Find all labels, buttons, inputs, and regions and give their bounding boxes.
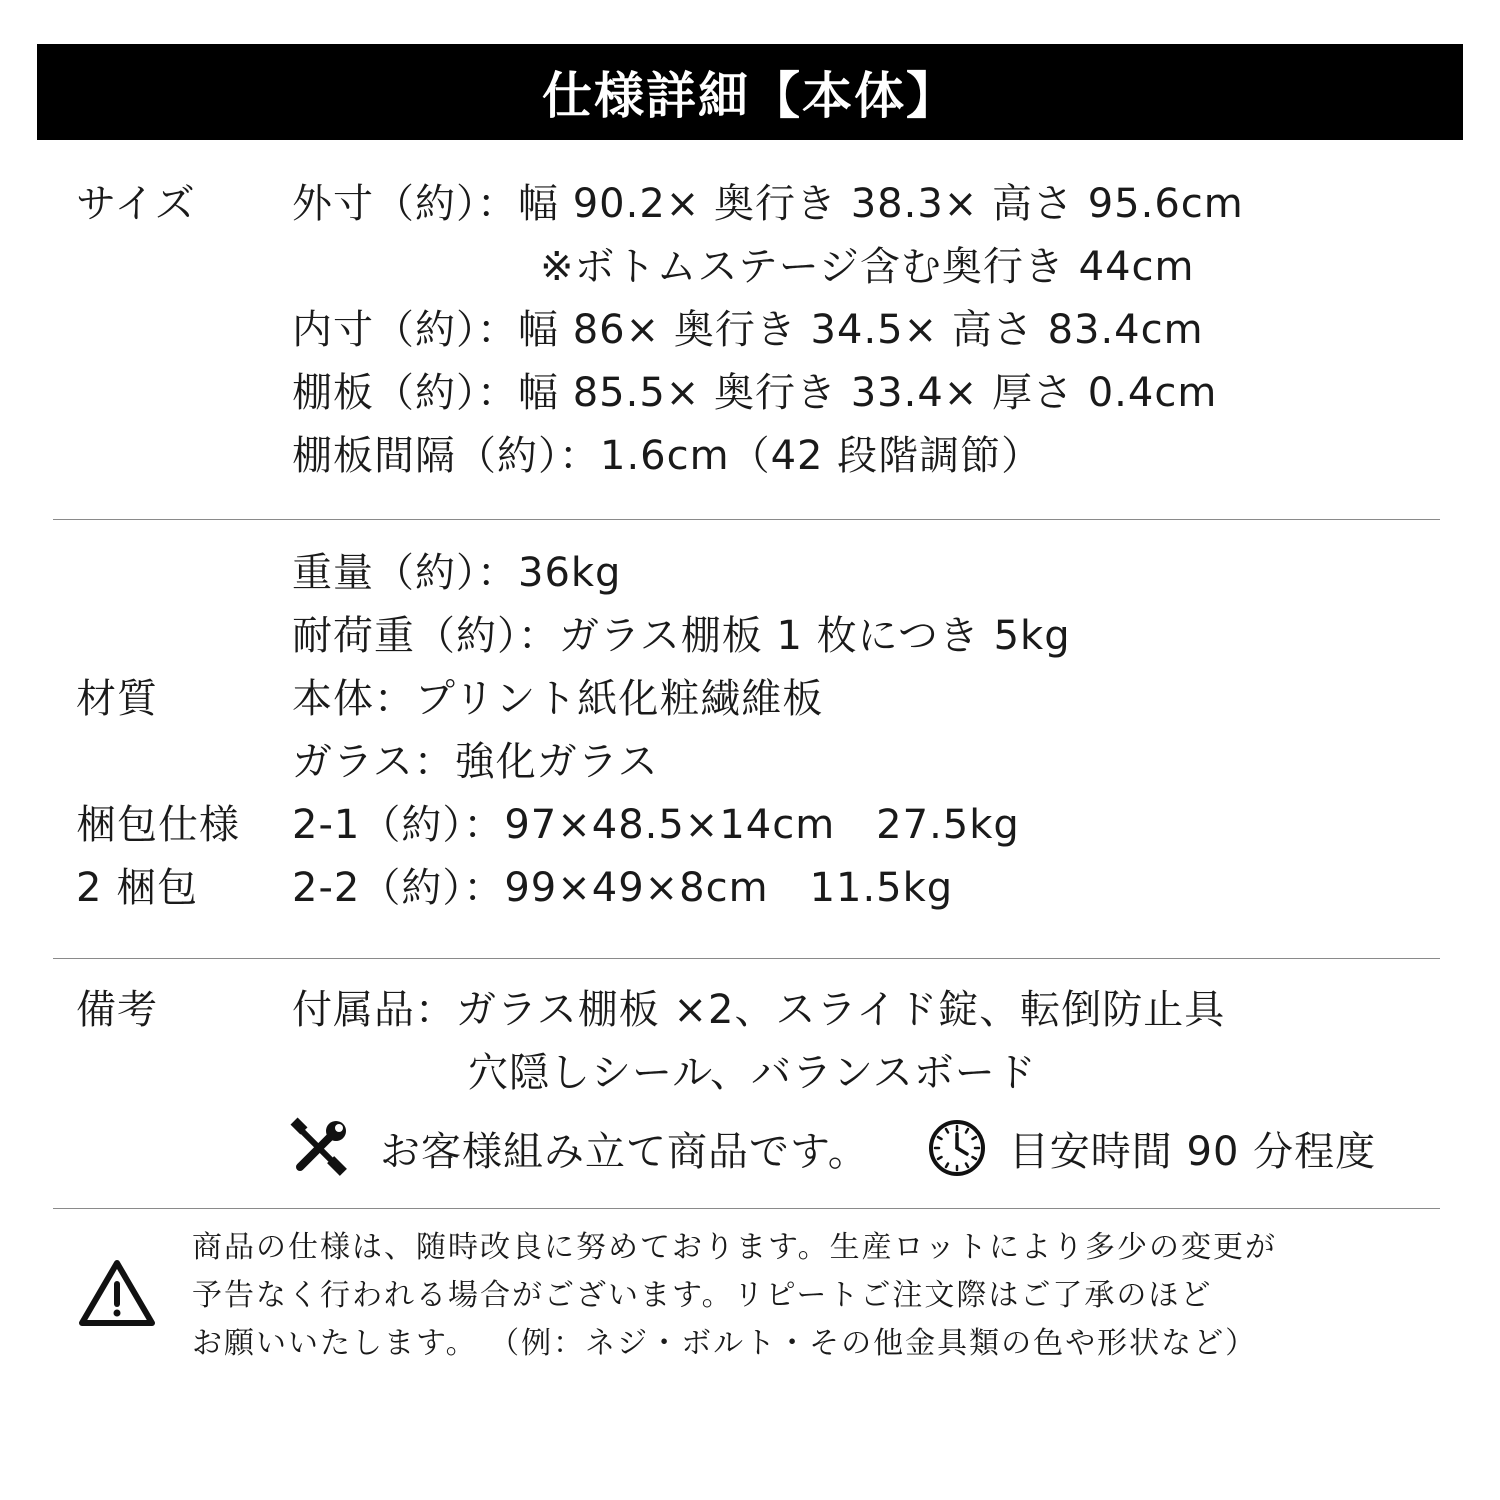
notice-line-1: 商品の仕様は、随時改良に努めております。生産ロットにより多少の変更が (192, 1230, 1277, 1265)
accessories-continued: 穴隠しシール、バランスボード (468, 1050, 1037, 1096)
inner-dimensions: 内寸（約）：幅 86× 奥行き 34.5× 高さ 83.4cm (292, 307, 1204, 353)
outer-dimensions: 外寸（約）：幅 90.2× 奥行き 38.3× 高さ 95.6cm (292, 181, 1244, 227)
warning-icon (78, 1258, 156, 1332)
shelf-dimensions: 棚板（約）：幅 85.5× 奥行き 33.4× 厚さ 0.4cm (292, 370, 1218, 416)
divider (53, 1208, 1440, 1209)
weight: 重量（約）：36kg (292, 550, 622, 596)
page-title-text: 仕様詳細【本体】 (542, 67, 958, 125)
outer-dimensions-note: ※ボトムステージ含む奥行き 44cm (540, 244, 1195, 290)
material-label: 材質 (76, 676, 158, 722)
clock-icon (927, 1118, 987, 1178)
packaging-label: 梱包仕様 (76, 802, 240, 848)
shelf-pitch: 棚板間隔（約）：1.6cm（42 段階調節） (292, 433, 1043, 479)
notice-line-2: 予告なく行われる場合がございます。リピートご注文際はご了承のほど (192, 1278, 1213, 1313)
material-glass: ガラス：強化ガラス (292, 739, 659, 785)
divider (53, 519, 1440, 520)
material-body: 本体：プリント紙化粧繊維板 (292, 676, 824, 722)
assembly-text: お客様組み立て商品です。 (380, 1128, 869, 1175)
notice-line-3: お願いいたします。 （例：ネジ・ボルト・その他金具類の色や形状など） (192, 1326, 1258, 1361)
assembly-time: 目安時間 90 分程度 (1008, 1128, 1377, 1175)
tools-icon (288, 1117, 350, 1179)
load-capacity: 耐荷重（約）：ガラス棚板 1 枚につき 5kg (292, 613, 1071, 659)
page-title (37, 44, 1463, 140)
notes-label: 備考 (76, 987, 158, 1033)
divider (53, 958, 1440, 959)
package-2: 2-2（約）：99×49×8cm 11.5kg (292, 865, 954, 911)
packaging-count: 2 梱包 (76, 865, 199, 911)
package-1: 2-1（約）：97×48.5×14cm 27.5kg (292, 802, 1020, 848)
assembly-info (288, 1116, 1376, 1180)
accessories: 付属品：ガラス棚板 ×2、スライド錠、転倒防止具 (292, 987, 1226, 1033)
size-label: サイズ (76, 181, 196, 227)
